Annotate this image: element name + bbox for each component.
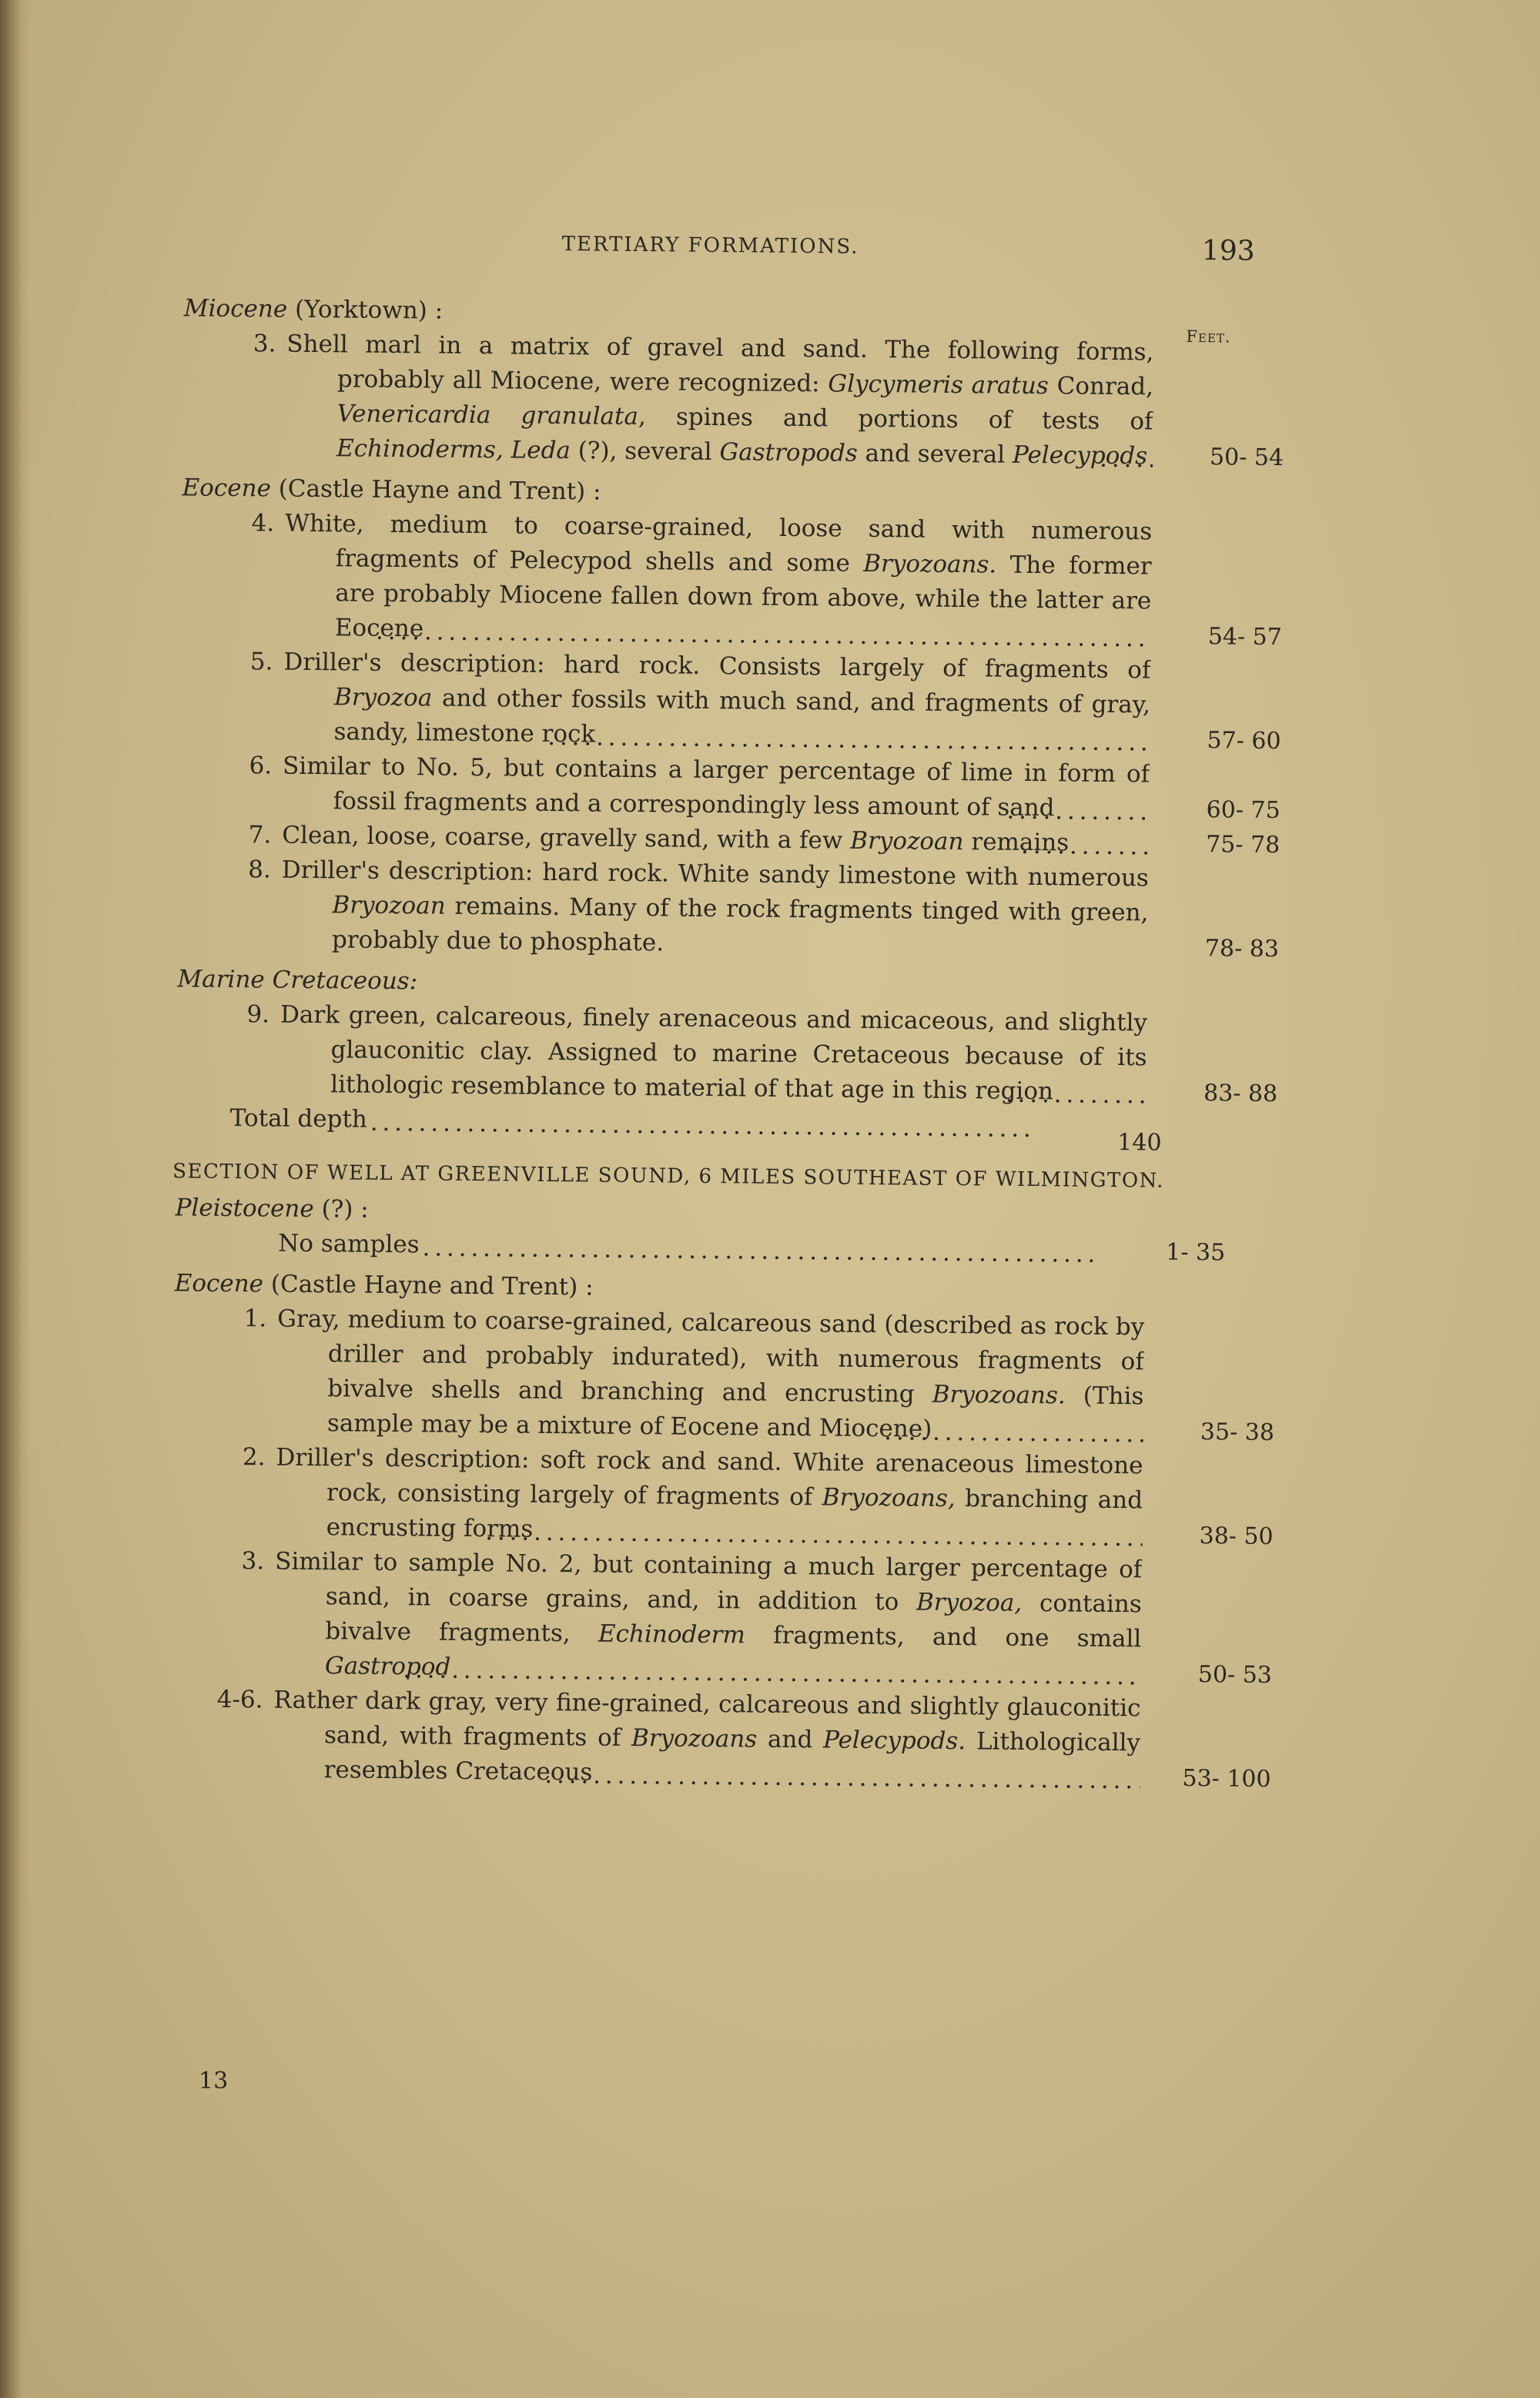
text-run: and other fossils with much sand, and fragments of gray, sandy, limestone rock <box>333 684 1151 749</box>
depth-range: 54- 57 <box>1207 623 1282 651</box>
depth-range: 78- 83 <box>1204 935 1280 963</box>
italic-text: Miocene <box>183 294 288 323</box>
italic-text: Pelecypods <box>1012 440 1148 471</box>
italic-text: Venericardia granulata <box>336 400 639 431</box>
italic-text: Eocene <box>174 1269 264 1298</box>
sample-description <box>281 853 1149 966</box>
sample-entry <box>141 1439 1274 1554</box>
total-depth-text: Total depth <box>229 1104 368 1134</box>
depth-range: 50- 54 <box>1209 444 1284 472</box>
well-section-2 <box>139 1191 1275 1797</box>
depth-range: 83- 88 <box>1203 1080 1278 1108</box>
italic-text: Echinoderms, Leda <box>336 434 571 465</box>
depth-range: 57- 60 <box>1207 727 1281 755</box>
italic-text: Bryozoa <box>333 683 433 712</box>
sample-entry <box>152 326 1284 475</box>
sample-number: 7. <box>248 821 272 849</box>
text-run: (This sample may be a mixture of Eocene and Miocene) <box>326 1382 1144 1443</box>
text-run: Driller's description: hard rock. White sandy limestone with numerous <box>281 856 1149 893</box>
well-section-1 <box>146 291 1284 1111</box>
sample-description <box>282 749 1150 827</box>
italic-text: Gastropod <box>324 1652 451 1681</box>
italic-text: Bryozoans, <box>822 1483 956 1513</box>
text-run: and <box>756 1725 824 1754</box>
text-run: Driller's description: soft rock and sand. White arenaceous limestone rock, consisting largely of fragments of <box>276 1443 1143 1512</box>
text-run: Driller's description: hard rock. Consists largely of fragments of <box>283 648 1151 685</box>
sample-description <box>284 507 1153 654</box>
text-run: Clean, loose, coarse, gravelly sand, with a few <box>282 821 851 855</box>
page-number: 193 <box>1201 235 1255 267</box>
sample-number: 2. <box>242 1443 266 1472</box>
text-run: (Yorktown) : <box>287 295 444 325</box>
running-head <box>153 216 1278 296</box>
sample-entry <box>147 852 1280 966</box>
text-run: , spines and portions of tests of <box>638 403 1153 436</box>
feet-column-label: Feet. <box>1186 327 1231 347</box>
text-run: (Castle Hayne and Trent) : <box>270 474 601 506</box>
italic-text: Echinoderm <box>598 1619 746 1649</box>
italic-text: Eocene <box>182 474 272 503</box>
text-run: Lithologically resembles Cretaceous <box>323 1727 1141 1787</box>
depth-range: 38- 50 <box>1199 1522 1274 1551</box>
italic-text: Bryozoans <box>631 1724 758 1753</box>
sample-entry <box>150 505 1282 655</box>
sample-number: 6. <box>249 752 273 780</box>
text-run: White, medium to coarse-grained, loose sand with numerous fragments of Pelecypod shells and some <box>284 509 1153 578</box>
sample-description <box>275 1441 1143 1553</box>
text-run: Gray, medium to coarse-grained, calcareous sand (described as rock by driller and probably indurated), with numerous fragments of bivalve shells and branching and encrusting <box>277 1304 1145 1408</box>
italic-text: Pelecypods. <box>822 1726 966 1756</box>
depth-range: 60- 75 <box>1206 796 1281 825</box>
sample-number: 3. <box>241 1547 265 1576</box>
sample-number: 9. <box>246 1000 270 1029</box>
sample-entry <box>149 644 1281 759</box>
text-run: branching and encrusting forms <box>326 1485 1143 1543</box>
sample-number: 8. <box>248 856 272 884</box>
sample-entry <box>142 1301 1275 1450</box>
sample-description <box>278 1227 1094 1269</box>
sample-description <box>283 645 1150 758</box>
running-title: TERTIARY FORMATIONS. <box>561 233 859 259</box>
text-run: remains. Many of the rock fragments tinged with green, probably due to phosphate. <box>331 892 1149 957</box>
sample-number: 5. <box>249 648 273 676</box>
book-spine-shadow <box>0 0 31 2398</box>
text-run: contains bivalve fragments, <box>325 1589 1142 1648</box>
text-run: and several <box>857 439 1013 469</box>
italic-text: Bryozoa, <box>916 1588 1023 1617</box>
text-run: (?) : <box>313 1195 369 1224</box>
text-run: Rather dark gray, very fine-grained, calcareous and slightly glauconitic sand, with fragments of <box>273 1686 1141 1753</box>
sample-number: 4-6. <box>216 1685 263 1714</box>
text-run: Similar to sample No. 2, but containing a much larger percentage of sand, in coarse grains, and, in addition to <box>275 1547 1143 1616</box>
sample-number: 1. <box>243 1304 267 1333</box>
total-depth-label <box>230 1101 1031 1144</box>
stratum-group <box>139 1266 1275 1797</box>
italic-text: Bryozoan <box>332 891 446 920</box>
text-run: Dark green, calcareous, finely arenaceous and micaceous, and slightly glauconitic clay. Assigned to marine Cretaceous because of its lithologic resemblance to material of that age in this region <box>280 1000 1148 1106</box>
section-title: SECTION OF WELL AT GREENVILLE SOUND, 6 MILES SOUTHEAST OF WILMINGTON. <box>172 1160 1165 1193</box>
sample-description <box>274 1545 1143 1692</box>
sample-entry <box>146 996 1278 1111</box>
stratum-group <box>147 471 1282 966</box>
stratum-group <box>144 1191 1269 1271</box>
italic-text: Bryozoan <box>850 826 964 856</box>
depth-range: 75- 78 <box>1206 831 1281 859</box>
total-depth-value: 140 <box>1117 1129 1162 1157</box>
text-run: No samples <box>278 1229 420 1259</box>
text-run: fragments, and one small <box>745 1621 1142 1653</box>
italic-text: Pleistocene <box>175 1194 314 1224</box>
depth-range: 53- 100 <box>1182 1764 1271 1793</box>
sample-entry <box>140 1543 1273 1693</box>
italic-text: Bryozoans. <box>932 1380 1066 1410</box>
page-content <box>139 216 1284 1797</box>
stratum-group <box>146 962 1278 1111</box>
text-run: (?), several <box>570 437 720 467</box>
sample-number: 4. <box>251 509 275 538</box>
italic-text: Glycymeris aratus <box>828 370 1049 400</box>
depth-range: 35- 38 <box>1200 1418 1275 1447</box>
text-run: The former are probably Miocene fallen down from above, while the latter are Eocene <box>334 551 1152 643</box>
stratum-group <box>152 291 1284 475</box>
italic-text: Bryozoans. <box>863 549 997 579</box>
text-run: Shell marl in a matrix of gravel and sand. The following forms, probably all Miocene, were recognized: <box>286 330 1154 398</box>
text-run: remains <box>963 828 1070 857</box>
sample-description <box>273 1683 1140 1796</box>
italic-text: Marine Cretaceous: <box>177 965 418 996</box>
italic-text: Gastropods <box>719 438 858 467</box>
depth-range: 1- 35 <box>1166 1238 1226 1267</box>
depth-range: 50- 53 <box>1197 1661 1273 1690</box>
text-run: Similar to No. 5, but contains a larger percentage of lime in form of fossil fragments and a correspondingly less amount of sand <box>282 752 1150 822</box>
signature-mark: 13 <box>199 2068 229 2095</box>
text-run: Conrad, <box>1048 372 1154 401</box>
sample-number: 3. <box>253 330 276 358</box>
sample-description <box>280 998 1147 1110</box>
sample-description <box>276 1302 1145 1449</box>
sample-entry <box>139 1682 1271 1797</box>
sample-entry <box>149 748 1281 828</box>
sample-description <box>286 327 1154 474</box>
text-run: (Castle Hayne and Trent) : <box>263 1270 594 1301</box>
